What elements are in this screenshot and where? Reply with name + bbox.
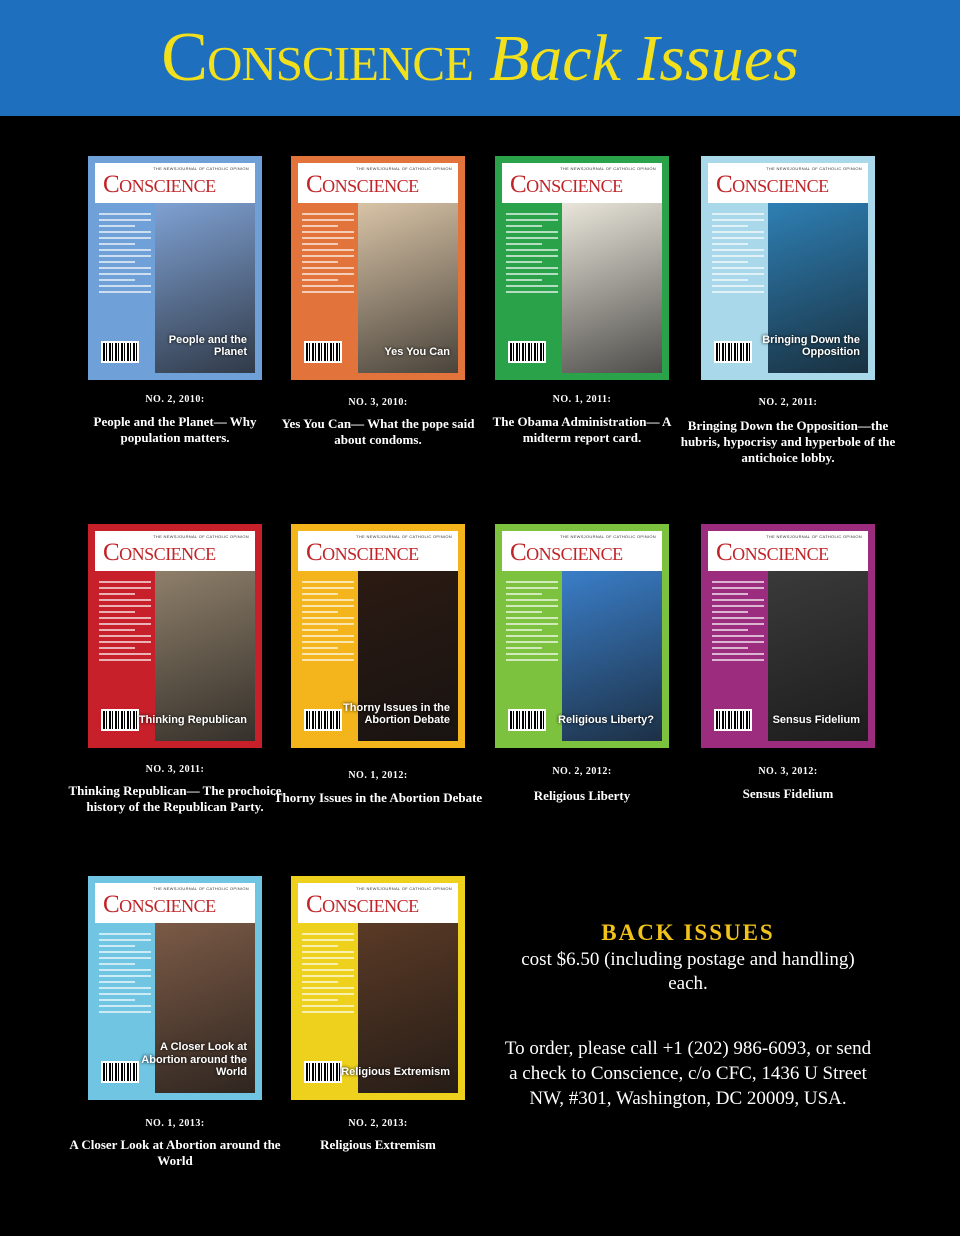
cover-tagline: THE NEWSJOURNAL OF CATHOLIC OPINION (153, 886, 249, 891)
cover-tagline: THE NEWSJOURNAL OF CATHOLIC OPINION (766, 534, 862, 539)
cover-masthead (95, 531, 255, 571)
cover-logo: Conscience (716, 171, 829, 198)
barcode-icon (508, 341, 546, 363)
magazine-cover (701, 156, 875, 380)
cover-tagline: THE NEWSJOURNAL OF CATHOLIC OPINION (560, 166, 656, 171)
cover-masthead (708, 163, 868, 203)
barcode-icon (508, 709, 546, 731)
back-issues-cost: cost $6.50 (including postage and handling) each. (521, 949, 855, 994)
barcode-icon (304, 1061, 342, 1083)
cover-logo: Conscience (306, 539, 419, 566)
barcode-icon (304, 341, 342, 363)
issue-number: NO. 2, 2013: (348, 1118, 408, 1129)
cover-logo: Conscience (716, 539, 829, 566)
cover-headline: A Closer Look at Abortion around the World (141, 1041, 247, 1079)
issue-description: Religious Extremism (320, 1137, 436, 1152)
issue-description: The Obama Administration— A midterm report card. (492, 414, 672, 445)
cover-tagline: THE NEWSJOURNAL OF CATHOLIC OPINION (356, 534, 452, 539)
cover-headline: Religious Extremism (341, 1066, 450, 1079)
page-title (161, 18, 798, 98)
issue-number: NO. 1, 2011: (552, 394, 612, 405)
issue-description: A Closer Look at Abortion around the World (69, 1137, 281, 1168)
cover-tagline: THE NEWSJOURNAL OF CATHOLIC OPINION (153, 534, 249, 539)
cover-contents (302, 577, 354, 713)
cover-tagline: THE NEWSJOURNAL OF CATHOLIC OPINION (766, 166, 862, 171)
magazine-cover (88, 876, 262, 1100)
issue-description: Yes You Can— What the pope said about condoms. (281, 416, 475, 447)
cover-masthead (502, 531, 662, 571)
cover-logo: Conscience (510, 539, 623, 566)
cover-contents (506, 577, 558, 713)
back-issues-heading: BACK ISSUES (601, 920, 775, 945)
issue-number: NO. 3, 2012: (758, 766, 818, 777)
cover-headline: Religious Liberty? (558, 714, 654, 727)
magazine-cover (495, 524, 669, 748)
issue-number: NO. 3, 2011: (145, 764, 205, 775)
issue-number: NO. 3, 2010: (348, 397, 408, 408)
magazine-cover (701, 524, 875, 748)
cover-masthead (298, 883, 458, 923)
cover-contents (506, 209, 558, 345)
issue-description: Thorny Issues in the Abortion Debate (273, 790, 483, 805)
issue-number: NO. 1, 2012: (348, 770, 408, 781)
cover-contents (99, 209, 151, 345)
cover-logo: Conscience (306, 891, 419, 918)
cover-contents (712, 209, 764, 345)
cover-masthead (298, 531, 458, 571)
magazine-cover (88, 524, 262, 748)
cover-masthead (502, 163, 662, 203)
title-subtitle: Back Issues (488, 22, 799, 95)
magazine-cover (291, 156, 465, 380)
issue-description: Religious Liberty (533, 788, 631, 803)
cover-tagline: THE NEWSJOURNAL OF CATHOLIC OPINION (153, 166, 249, 171)
cover-masthead (298, 163, 458, 203)
magazine-cover (88, 156, 262, 380)
magazine-cover (291, 876, 465, 1100)
cover-headline: Bringing Down the Opposition (762, 333, 860, 359)
cover-logo: Conscience (103, 891, 216, 918)
magazine-cover (495, 156, 669, 380)
cover-headline: People and the Planet (168, 333, 247, 359)
issue-description: Bringing Down the Opposition—the hubris, hypocrisy and hyperbole of the antichoice lobby. (680, 418, 896, 465)
cover-headline: Thorny Issues in the Abortion Debate (343, 701, 450, 727)
cover-contents (302, 209, 354, 345)
page-banner (0, 0, 960, 116)
barcode-icon (714, 709, 752, 731)
cover-logo: Conscience (510, 171, 623, 198)
cover-masthead (95, 883, 255, 923)
issue-description: Thinking Republican— The prochoice history of the Republican Party. (68, 783, 282, 814)
cover-contents (712, 577, 764, 713)
cover-tagline: THE NEWSJOURNAL OF CATHOLIC OPINION (560, 534, 656, 539)
cover-headline: Thinking Republican (138, 714, 247, 727)
cover-logo: Conscience (103, 171, 216, 198)
issue-description: People and the Planet— Why population matters. (93, 414, 257, 445)
cover-headline: Yes You Can (384, 346, 450, 359)
issue-number: NO. 1, 2013: (145, 1118, 205, 1129)
cover-tagline: THE NEWSJOURNAL OF CATHOLIC OPINION (356, 166, 452, 171)
cover-contents (302, 929, 354, 1065)
issue-number: NO. 2, 2010: (145, 394, 205, 405)
cover-contents (99, 577, 151, 713)
barcode-icon (101, 709, 139, 731)
cover-masthead (95, 163, 255, 203)
cover-headline: Sensus Fidelium (772, 714, 860, 727)
issue-description: Sensus Fidelium (742, 786, 834, 801)
order-instructions: To order, please call +1 (202) 986-6093, or send a check to Conscience, c/o CFC, 1436 U Street NW, #301, Washington, DC 20009, USA. (504, 1038, 872, 1109)
cover-masthead (708, 531, 868, 571)
cover-tagline: THE NEWSJOURNAL OF CATHOLIC OPINION (356, 886, 452, 891)
magazine-cover (291, 524, 465, 748)
issue-number: NO. 2, 2011: (758, 397, 818, 408)
cover-logo: Conscience (306, 171, 419, 198)
cover-logo: Conscience (103, 539, 216, 566)
title-brand: Conscience (161, 19, 473, 96)
issue-number: NO. 2, 2012: (552, 766, 612, 777)
report-card-illustration (562, 203, 662, 373)
